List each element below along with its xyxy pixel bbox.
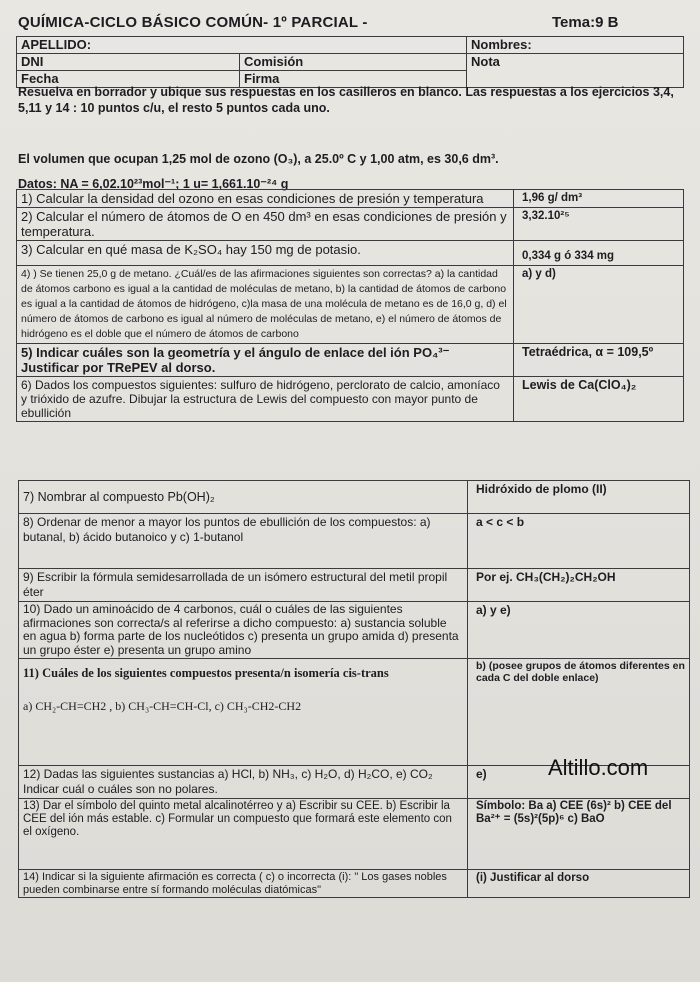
part2-table <box>18 480 690 898</box>
exam-title: QUÍMICA-CICLO BÁSICO COMÚN- 1º PARCIAL - <box>18 14 368 31</box>
question-row <box>19 481 690 514</box>
answer-box[interactable]: 0,334 g ó 334 mg <box>514 241 684 266</box>
problem-statement: El volumen que ocupan 1,25 mol de ozono (O₃), a 25.0º C y 1,00 atm, es 30,6 dm³. <box>18 152 499 166</box>
question-row <box>19 659 690 766</box>
answer-box[interactable]: a < c < b <box>468 514 690 569</box>
question-text: 10) Dado un aminoácido de 4 carbonos, cuál o cuáles de las siguientes afirmaciones son correcta/s al referirse a dicho compuesto: a) sustancia soluble en agua b) forma parte de los nucleótidos c) presenta un grupo amida d) presenta un grupo éster e) presenta un grupo amino <box>19 602 468 659</box>
fecha-field[interactable]: Fecha <box>17 71 240 88</box>
question-row <box>17 208 684 241</box>
answer-box[interactable]: Tetraédrica, α = 109,5º <box>514 344 684 377</box>
exam-tema: Tema:9 B <box>552 14 619 31</box>
question-row <box>17 241 684 266</box>
comision-field[interactable]: Comisión <box>240 54 467 71</box>
watermark-text: Altillo.com <box>548 755 649 780</box>
answer-box[interactable]: Símbolo: Ba a) CEE (6s)² b) CEE del Ba²⁺ = (5s)²(5p)⁶ c) BaO <box>468 799 690 870</box>
answer-box[interactable]: e) <box>468 766 690 799</box>
question-text: 11) Cuáles de los siguientes compuestos presenta/n isomería cis-trans <box>23 666 389 680</box>
question-row <box>19 514 690 569</box>
question-cell <box>19 659 468 766</box>
question-text: 7) Nombrar al compuesto Pb(OH)₂ <box>19 481 468 514</box>
question-row <box>19 870 690 898</box>
answer-box[interactable]: Por ej. CH₃(CH₂)₂CH₂OH <box>468 569 690 602</box>
part1-table <box>16 189 684 422</box>
question-row <box>17 190 684 208</box>
student-info-table <box>16 36 684 88</box>
answer-box[interactable]: a) y e) <box>468 602 690 659</box>
problem-data: Datos: NA = 6,02.10²³mol⁻¹; 1 u= 1,661.10⁻²⁴ g <box>18 177 289 191</box>
question-text: 9) Escribir la fórmula semidesarrollada de un isómero estructural del metil propil éter <box>19 569 468 602</box>
answer-box[interactable]: 3,32.10²⁵ <box>514 208 684 241</box>
dni-field[interactable]: DNI <box>17 54 240 71</box>
question-text: 1) Calcular la densidad del ozono en esas condiciones de presión y temperatura <box>17 190 514 208</box>
nota-field[interactable]: Nota <box>467 54 684 88</box>
question-options: a) CH₂-CH=CH2 , b) CH₃-CH=CH-Cl, c) CH₃-CH2-CH2 <box>23 699 302 713</box>
answer-box[interactable]: Hidróxido de plomo (II) <box>468 481 690 514</box>
question-text: 12) Dadas las siguientes sustancias a) HCl, b) NH₃, c) H₂O, d) H₂CO, e) CO₂ Indicar cuál o cuáles son no polares. <box>19 766 468 799</box>
answer-box[interactable]: 1,96 g/ dm³ <box>514 190 684 208</box>
question-row <box>17 344 684 377</box>
instructions: Resuelva en borrador y ubique sus respuestas en los casilleros en blanco. Las respuestas a los ejercicios 3,4, 5,11 y 14 : 10 puntos c/u, el resto 5 puntos cada uno. <box>18 85 674 115</box>
question-row <box>17 266 684 344</box>
question-row <box>19 569 690 602</box>
question-text: 6) Dados los compuestos siguientes: sulfuro de hidrógeno, perclorato de calcio, amoníaco y trióxido de azufre. Dibujar la estructura de Lewis del compuesto con mayor punto de ebullición <box>17 377 514 422</box>
question-text: 13) Dar el símbolo del quinto metal alcalinotérreo y a) Escribir su CEE. b) Escribir la CEE del ión más estable. c) Formular un compuesto que formará este elemento con el oxígeno. <box>19 799 468 870</box>
question-row <box>19 799 690 870</box>
question-row <box>17 377 684 422</box>
apellido-field[interactable]: APELLIDO: <box>17 37 467 54</box>
answer-box[interactable]: Lewis de Ca(ClO₄)₂ <box>514 377 684 422</box>
firma-field[interactable]: Firma <box>240 71 467 88</box>
answer-box[interactable]: b) (posee grupos de átomos diferentes en cada C del doble enlace) <box>468 659 690 766</box>
question-text: 3) Calcular en qué masa de K₂SO₄ hay 150 mg de potasio. <box>17 241 514 266</box>
question-text: 5) Indicar cuáles son la geometría y el ángulo de enlace del ión PO₄³⁻ Justificar por TRePEV al dorso. <box>17 344 514 377</box>
nombres-field[interactable]: Nombres: <box>467 37 684 54</box>
question-row <box>19 602 690 659</box>
answer-box[interactable]: a) y d) <box>514 266 684 344</box>
question-text: 2) Calcular el número de átomos de O en 450 dm³ en esas condiciones de presión y temperatura. <box>17 208 514 241</box>
answer-box[interactable]: (i) Justificar al dorso <box>468 870 690 898</box>
question-text: 4) ) Se tienen 25,0 g de metano. ¿Cuál/es de las afirmaciones siguientes son correctas? a) la cantidad de átomos carbono es igual a la cantidad de moléculas de metano, b) la cantidad de átomos de carbono es igual a la cantidad de átomos de hidrógeno, c)la masa de una molécula de metano es de 16,0 g, d) el número de átomos de carbono es igual al número de moléculas de metano, e) el número de átomos de hidrógeno es el doble que el número de átomos de carbono <box>17 266 514 344</box>
question-text: 14) Indicar si la siguiente afirmación es correcta ( c) o incorrecta (i): " Los gases nobles pueden combinarse entre sí formando moléculas diatómicas" <box>19 870 468 898</box>
question-text: 8) Ordenar de menor a mayor los puntos de ebullición de los compuestos: a) butanal, b) ácido butanoico y c) 1-butanol <box>19 514 468 569</box>
